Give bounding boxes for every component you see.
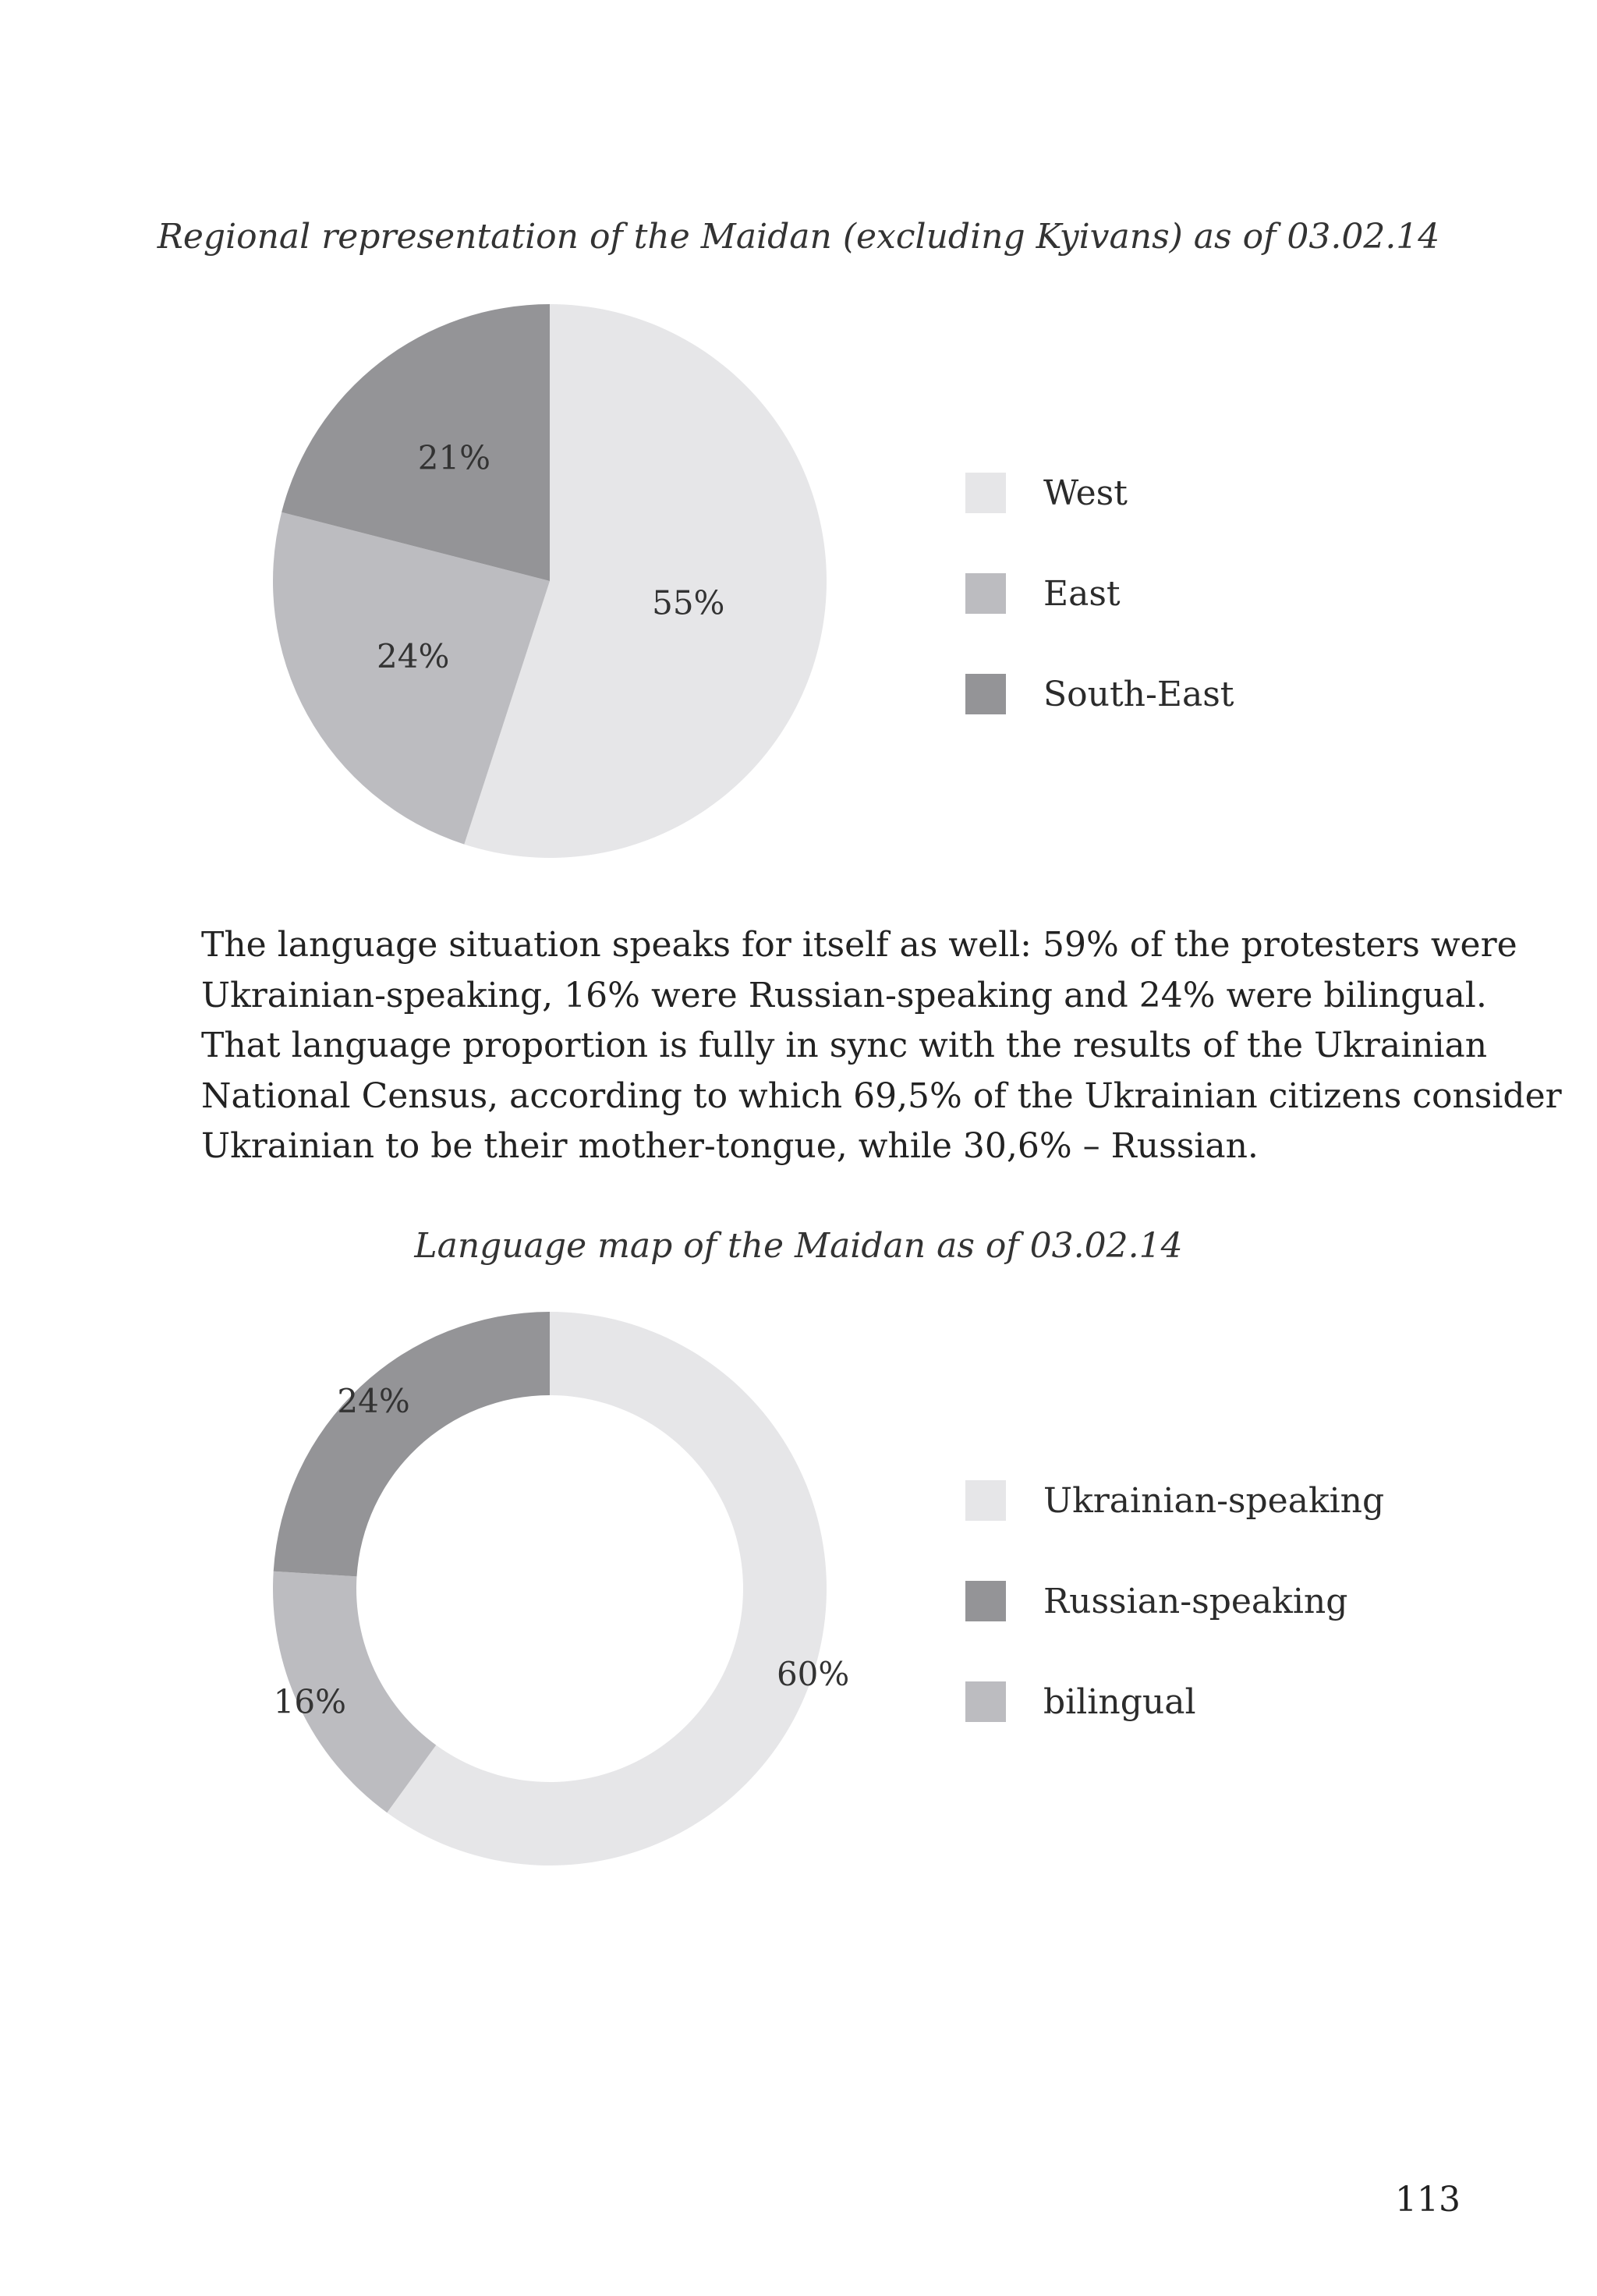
legend-item-bilingual	[965, 1681, 1384, 1722]
regional-pie-chart	[265, 296, 834, 866]
legend-swatch	[965, 473, 1006, 513]
paragraph-line: That language proportion is fully in sync with the results of the Ukrainian	[201, 1026, 1488, 1065]
page-number: 113	[1395, 2180, 1461, 2220]
legend-label: Russian-speaking	[1043, 1581, 1348, 1621]
paragraph-line: The language situation speaks for itself as well: 59% of the protesters were	[201, 925, 1517, 965]
slice-label-bilingual: 16%	[273, 1682, 347, 1721]
paragraph-line: Ukrainian-speaking, 16% were Russian-speaking and 24% were bilingual.	[201, 975, 1487, 1015]
figure-1-caption: Regional representation of the Maidan (excluding Kyivans) as of 03.02.14	[157, 217, 1440, 257]
slice-label-east: 24%	[377, 636, 450, 675]
regional-legend	[965, 473, 1234, 774]
slice-label-russian-speaking: 24%	[337, 1381, 410, 1420]
legend-item-east	[965, 573, 1234, 614]
slice-label-ukrainian-speaking: 60%	[776, 1655, 850, 1694]
language-legend	[965, 1480, 1384, 1782]
legend-item-west	[965, 473, 1234, 513]
language-donut-chart	[265, 1304, 850, 1873]
legend-label: West	[1043, 473, 1128, 513]
legend-swatch	[965, 573, 1006, 614]
slice-label-south-east: 21%	[417, 438, 491, 477]
legend-swatch	[965, 1681, 1006, 1722]
slice-label-west: 55%	[652, 583, 725, 622]
legend-item-south-east	[965, 674, 1234, 714]
legend-item-ukrainian-speaking	[965, 1480, 1384, 1521]
paragraph-line: Ukrainian to be their mother-tongue, while 30,6% – Russian.	[201, 1126, 1259, 1166]
legend-label: East	[1043, 573, 1121, 614]
slice-russian-speaking	[274, 1312, 550, 1576]
legend-item-russian-speaking	[965, 1581, 1384, 1621]
legend-swatch	[965, 674, 1006, 714]
legend-swatch	[965, 1480, 1006, 1521]
legend-label: South-East	[1043, 674, 1234, 714]
body-paragraph	[201, 920, 1562, 1172]
paragraph-line: National Census, according to which 69,5% of the Ukrainian citizens consider	[201, 1075, 1562, 1116]
legend-label: bilingual	[1043, 1681, 1196, 1722]
legend-label: Ukrainian-speaking	[1043, 1480, 1385, 1521]
figure-2-caption: Language map of the Maidan as of 03.02.14	[414, 1226, 1183, 1266]
legend-swatch	[965, 1581, 1006, 1621]
